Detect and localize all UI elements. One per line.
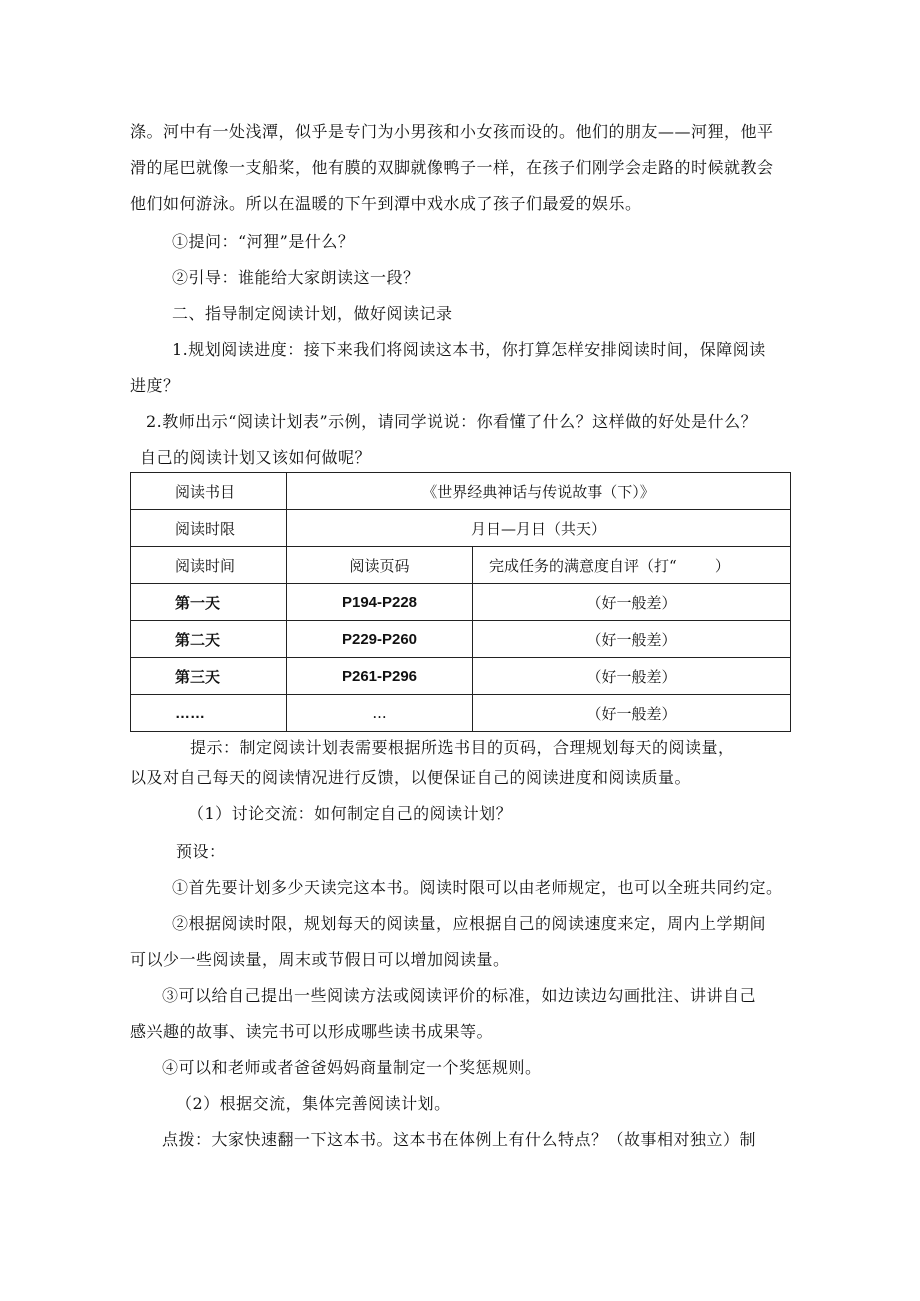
intro-line-2: 滑的尾巴就像一支船桨，他有膜的双脚就像鸭子一样，在孩子们刚学会走路的时候就教会 bbox=[130, 158, 774, 177]
row-pages: P229-P260 bbox=[287, 621, 473, 658]
table-row bbox=[131, 658, 791, 695]
preset-3-line-1: ③可以给自己提出一些阅读方法或阅读评价的标准，如边读边勾画批注、讲讲自己 bbox=[162, 986, 757, 1005]
intro-line-3: 他们如何游泳。所以在温暖的下午到潭中戏水成了孩子们最爱的娱乐。 bbox=[130, 194, 642, 213]
row-pages: P261-P296 bbox=[287, 658, 473, 695]
question-1: ①提问：“河狸”是什么？ bbox=[172, 232, 355, 251]
tip-line-2: 以及对自己每天的阅读情况进行反馈，以便保证自己的阅读进度和阅读质量。 bbox=[130, 768, 692, 787]
header-pages: 阅读页码 bbox=[287, 547, 473, 584]
paragraph-1-line-2: 进度？ bbox=[130, 376, 180, 395]
row-eval: （好一般差） bbox=[473, 584, 791, 621]
row-eval: （好一般差） bbox=[473, 695, 791, 732]
table-row bbox=[131, 510, 791, 547]
book-value: 《世界经典神话与传说故事（下）》 bbox=[287, 473, 791, 510]
table-row bbox=[131, 695, 791, 732]
question-2: ②引导：谁能给大家朗读这一段？ bbox=[172, 268, 420, 287]
discussion-1: （1）讨论交流：如何制定自己的阅读计划？ bbox=[188, 804, 513, 823]
book-label: 阅读书目 bbox=[131, 473, 287, 510]
section-2-heading: 二、指导制定阅读计划，做好阅读记录 bbox=[172, 304, 453, 323]
preset-1: ①首先要计划多少天读完这本书。阅读时限可以由老师规定，也可以全班共同约定。 bbox=[172, 878, 783, 897]
intro-line-1: 涤。河中有一处浅潭，似乎是专门为小男孩和小女孩而设的。他们的朋友——河狸，他平 bbox=[130, 122, 774, 141]
row-day: 第二天 bbox=[131, 621, 287, 658]
header-time: 阅读时间 bbox=[131, 547, 287, 584]
table-row bbox=[131, 547, 791, 584]
paragraph-1-line-1: 1.规划阅读进度：接下来我们将阅读这本书，你打算怎样安排阅读时间，保障阅读 bbox=[172, 340, 766, 359]
preset-3-line-2: 感兴趣的故事、读完书可以形成哪些读书成果等。 bbox=[130, 1022, 494, 1041]
row-eval: （好一般差） bbox=[473, 658, 791, 695]
preset-2-line-1: ②根据阅读时限，规划每天的阅读量，应根据自己的阅读速度来定，周内上学期间 bbox=[172, 914, 767, 933]
paragraph-2-line-2: 自己的阅读计划又该如何做呢？ bbox=[140, 448, 372, 467]
row-eval: （好一般差） bbox=[473, 621, 791, 658]
limit-label: 阅读时限 bbox=[131, 510, 287, 547]
header-eval: 完成任务的满意度自评（打“ ） bbox=[473, 547, 791, 584]
preset-label: 预设： bbox=[176, 842, 226, 861]
table-row bbox=[131, 473, 791, 510]
row-day: 第一天 bbox=[131, 584, 287, 621]
point-line: 点拨：大家快速翻一下这本书。这本书在体例上有什么特点？（故事相对独立）制 bbox=[162, 1130, 757, 1149]
reading-plan-table bbox=[130, 472, 791, 732]
table-row bbox=[131, 584, 791, 621]
preset-4: ④可以和老师或者爸爸妈妈商量制定一个奖惩规则。 bbox=[162, 1058, 542, 1077]
discussion-2: （2）根据交流，集体完善阅读计划。 bbox=[176, 1094, 451, 1113]
preset-2-line-2: 可以少一些阅读量，周末或节假日可以增加阅读量。 bbox=[130, 950, 510, 969]
row-pages: ... bbox=[287, 695, 473, 732]
row-pages: P194-P228 bbox=[287, 584, 473, 621]
tip-line-1: 提示：制定阅读计划表需要根据所选书目的页码，合理规划每天的阅读量， bbox=[190, 738, 735, 757]
row-day: …… bbox=[131, 695, 287, 732]
row-day: 第三天 bbox=[131, 658, 287, 695]
table-row bbox=[131, 621, 791, 658]
paragraph-2-line-1: 2.教师出示“阅读计划表”示例，请同学说说：你看懂了什么？这样做的好处是什么？ bbox=[146, 412, 758, 431]
limit-value: 月日—月日（共天） bbox=[287, 510, 791, 547]
